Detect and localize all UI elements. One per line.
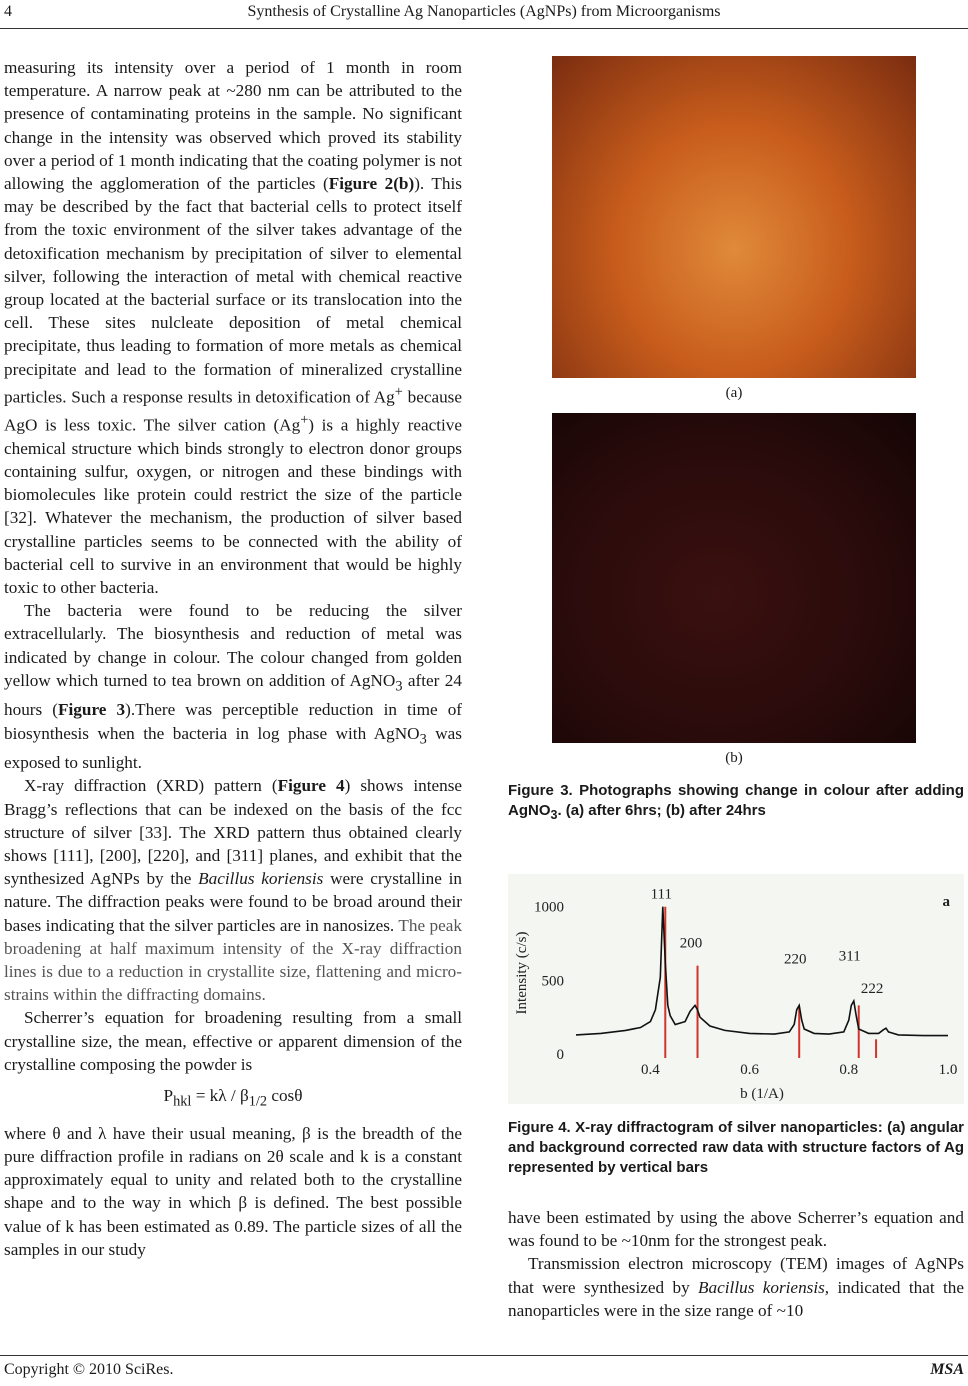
paragraph: The bacteria were found to be reducing the silver extracellularly. The biosynthesis and reduction of metal was indicated by change in colour. The colour changed from golden yellow which turned to tea brown on addition of AgNO$_3$ after 24 hours (Figure 3).There was perceptible reduction in time of biosynthesis when the bacteria in log phase with AgNO$_3$ was exposed to sunlight. xyxy=(4,601,463,773)
figure-ref[interactable]: Figure 3 xyxy=(58,700,126,720)
y-tick-label: 1000 xyxy=(534,899,564,916)
paragraph: Transmission electron microscopy (TEM) images of AgNPs that were synthesized by Bacillus koriensis, indicated that the nanoparticles were in the size range of ~10 xyxy=(508,1254,964,1320)
right-column xyxy=(508,1206,964,1322)
peak-label: 222 xyxy=(860,980,884,997)
x-tick-label: 0.4 xyxy=(641,1062,660,1078)
paragraph: measuring its intensity over a period of 1 month in room temperature. A narrow peak at ~280 nm can be attributed to the presence of contaminating proteins in the sample. No significant change in the intensity was observed which proved its stability over a period of 1 month indicating that the coating polymer is not allowing the agglomeration of the particles (Figure 2(b)). This may be described by the fact that bacterial cells to protect itself from the toxic environment of the silver takes advantage of the detoxification mechanism by precipitation of silver to elemental silver, following the interaction of metal with chemical reactive group located at the bacterial surface or its translocation into the cell. These sites nulcleate deposition of metal chemical precipitate, thus leading to formation of more metals as chemical precipitate and lead to the formation of mineralized crystalline particles. Such a response results in detoxification of Ag+ because AgO is less toxic. The silver cation (Ag+) is a highly reactive chemical structure which binds strongly to electron donor groups containing sulfur, oxygen, or nitrogen and these bindings with biomolecules like protein could restrict the size of the particle [32]. Whatever the mechanism, the production of silver based crystalline particles seems to be connected with the ability of bacterial cell to survive in an environment that would be highly toxic to other bacteria. xyxy=(4,58,462,597)
xrd-chart xyxy=(508,874,964,1104)
peak-label: 200 xyxy=(679,935,703,952)
figure4-caption: Figure 4. X-ray diffractogram of silver nanoparticles: (a) angular and background corrected raw data with structure factors of Ag represented by vertical bars xyxy=(508,1119,964,1176)
journal-name: MSA xyxy=(930,1361,964,1378)
species-name: Bacillus koriensis, xyxy=(698,1277,830,1297)
y-tick-label: 0 xyxy=(556,1047,564,1063)
peak-label: 111 xyxy=(650,886,672,903)
y-axis-label: Intensity (c/s) xyxy=(514,931,530,1015)
panel-label: a xyxy=(942,894,950,910)
x-tick-label: 1.0 xyxy=(938,1062,958,1078)
figure3-photo-b xyxy=(552,413,916,743)
x-tick-label: 0.8 xyxy=(839,1062,859,1078)
running-title: Synthesis of Crystalline Ag Nanoparticles (AgNPs) from Microorganisms xyxy=(247,3,721,20)
paragraph: have been estimated by using the above Scherrer’s equation and was found to be ~10nm for the strongest peak. xyxy=(508,1208,964,1251)
peak-label: 311 xyxy=(838,948,861,965)
page-footer xyxy=(0,1355,968,1386)
page-header xyxy=(0,0,968,29)
peak-label: 220 xyxy=(783,951,807,968)
figure3-photo-a xyxy=(552,56,916,378)
scherrer-equation: $P_{hkl} = k\lambda / \beta_{1/2}$ cosθ xyxy=(163,1086,303,1110)
paragraph: where θ and λ have their usual meaning, β is the breadth of the pure diffraction profile in radians on 2θ scale and k is a constant approximately equal to unity and related both to the crystalline shape and to the way in which β is defined. The best possible value of k has been estimated as 0.89. The particle sizes of all the samples in our study xyxy=(4,1123,462,1259)
x-tick-label: 0.6 xyxy=(740,1062,759,1078)
y-tick-label: 500 xyxy=(541,973,564,990)
chart-background xyxy=(508,874,964,1104)
figure3-label-b: (b) xyxy=(725,750,743,766)
paragraph: Scherrer’s equation for broadening resulting from a small crystalline size, the mean, effective or apparent dimension of the crystalline composing the powder is xyxy=(4,1008,462,1074)
left-column xyxy=(4,56,462,1261)
paragraph: X-ray diffraction (XRD) pattern (Figure 4) shows intense Bragg’s reflections that can be indexed on the basis of the fcc structure of silver [33]. The XRD pattern thus obtained clearly shows [111], [200], [220], and [311] planes, and exhibit that the synthesized AgNPs by the Bacillus koriensis were crystalline in nature. The diffraction peaks were found to be broad around their bases indicating that the silver particles are in nanosizes. The peak broadening at half maximum intensity of the X-ray diffraction lines is due to a reduction in crystallite size, flattening and micro-strains within the diffracting domains. xyxy=(4,776,463,1005)
copyright: Copyright © 2010 SciRes. xyxy=(4,1361,174,1378)
figure3-caption: Figure 3. Photographs showing change in colour after adding AgNO$_3$. (a) after 6hrs; (b) after 24hrs xyxy=(508,782,964,822)
figure-ref[interactable]: Figure 2(b) xyxy=(328,174,415,194)
x-axis-label: b (1/A) xyxy=(740,1086,784,1102)
figure3-label-a: (a) xyxy=(725,385,743,401)
species-name: Bacillus koriensis xyxy=(198,869,324,889)
figure-ref[interactable]: Figure 4 xyxy=(277,776,345,796)
page-number: 4 xyxy=(4,3,12,20)
